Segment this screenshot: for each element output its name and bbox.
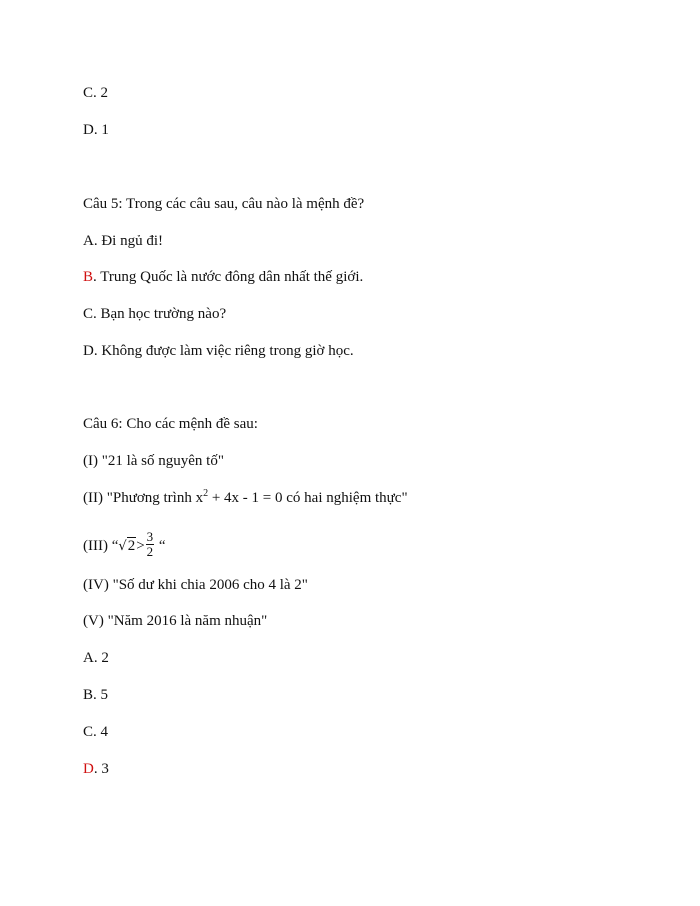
q5-option-c: C. Bạn học trường nào? bbox=[83, 306, 227, 322]
q6-s2-before: (II) "Phương trình x bbox=[83, 490, 204, 506]
fraction bbox=[146, 530, 155, 559]
q6-statement-4: (IV) "Số dư khi chia 2006 cho 4 là 2" bbox=[83, 577, 308, 593]
q5-option-b bbox=[83, 268, 363, 286]
q4-option-c: C. 2 bbox=[83, 85, 109, 101]
q6-statement-5: (V) "Năm 2016 là năm nhuận" bbox=[83, 613, 268, 629]
q6-question: Câu 6: Cho các mệnh đề sau: bbox=[83, 416, 258, 432]
q6-correct-letter: D bbox=[83, 761, 94, 777]
q5-option-a: A. Đi ngủ đi! bbox=[83, 233, 163, 249]
sqrt-radicand: 2 bbox=[127, 537, 136, 554]
q5-option-b-text: . Trung Quốc là nước đông dân nhất thế giới. bbox=[93, 269, 364, 285]
fraction-numerator: 3 bbox=[146, 529, 154, 544]
q6-option-d bbox=[83, 760, 109, 778]
q6-option-a: A. 2 bbox=[83, 650, 109, 666]
q5-correct-letter: B bbox=[83, 269, 94, 285]
fraction-denominator: 2 bbox=[146, 544, 154, 559]
sqrt-sign: √ bbox=[118, 538, 127, 554]
q6-s2-exponent: 2 bbox=[203, 488, 209, 499]
q6-s3-operator: > bbox=[136, 537, 145, 554]
q6-option-b: B. 5 bbox=[83, 687, 109, 703]
q6-s3-suffix: “ bbox=[155, 537, 166, 554]
q6-statement-1: (I) "21 là số nguyên tố" bbox=[83, 453, 224, 469]
q6-option-d-text: . 3 bbox=[93, 761, 109, 777]
q5-option-d: D. Không được làm việc riêng trong giờ học. bbox=[83, 343, 354, 359]
q4-option-d: D. 1 bbox=[83, 122, 109, 138]
q6-s3-prefix: (III) “ bbox=[83, 537, 119, 554]
q6-statement-2 bbox=[83, 489, 408, 507]
q5-question: Câu 5: Trong các câu sau, câu nào là mệnh đề? bbox=[83, 196, 365, 212]
q6-option-c: C. 4 bbox=[83, 724, 109, 740]
q6-s2-after: + 4x - 1 = 0 có hai nghiệm thực" bbox=[208, 490, 408, 506]
q6-statement-3 bbox=[83, 529, 166, 561]
